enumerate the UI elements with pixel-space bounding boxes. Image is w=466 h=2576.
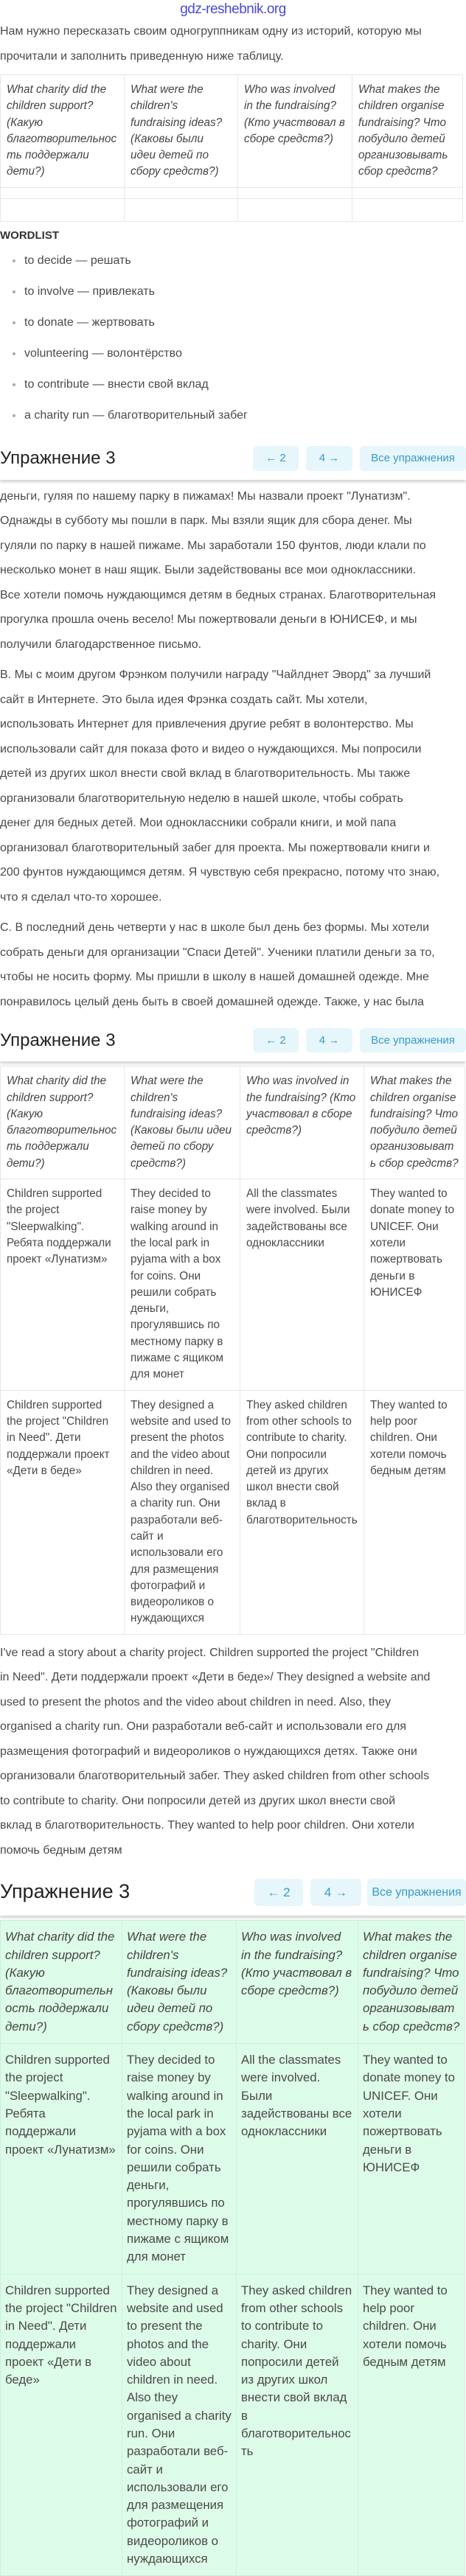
table-cell: They asked children from other schools to contribute to charity. Они попросили детей из других школ внести свой вклад в благотворительность (240, 1390, 364, 1634)
table-cell: They wanted to donate money to UNICEF. Они хотели пожертвовать деньги в ЮНИСЕФ (364, 1179, 465, 1391)
text-line: организовали благотворительный забег. They asked children from other schools (0, 1770, 430, 1783)
wordlist-item (0, 276, 466, 307)
wordlist-item (0, 245, 466, 276)
text-line: used to present the photos and the video about children in need. Also, they (0, 1695, 392, 1708)
table-cell (238, 198, 352, 221)
wordlist-item-text: to involve — привлекать (24, 285, 155, 298)
text-line: in Need". Дети поддержали проект «Дети в беде»/ They designed a website and (0, 1671, 431, 1684)
text-line: Все хотели помочь нуждающимся детям в бедных странах. Благотворительная (0, 588, 437, 601)
text-line: детей из других школ внести свой вклад в благотворительность. Мы также (0, 767, 411, 781)
table-header-cell: What charity did the children support? (Какую благотворительность поддержали дети?) (1, 1067, 125, 1179)
text-line: organised a charity run. Они разработали веб-сайт и использовали его для (0, 1720, 406, 1734)
table-header-cell: Who was involved in the fundraising? (Кто участвовал в сборе средств?) (237, 1921, 358, 2044)
wordlist-item-text: to decide — решать (24, 254, 131, 267)
text-line: чтобы не носить форму. Мы пришли в школу в нашей домашней одежде. Мне (0, 971, 429, 984)
story-paragraph (0, 915, 466, 1014)
text-line: B. Мы с моим другом Фрэнком получили награду "Чайлднет Эворд" за лучший (0, 669, 431, 682)
table-cell (125, 187, 238, 198)
text-line: вклад в благотворительность. They wanted to help poor children. Они хотели (0, 1819, 414, 1832)
bullet-icon (13, 259, 15, 262)
answer-table (0, 1066, 466, 1635)
table-cell: They wanted to donate money to UNICEF. Они хотели пожертвовать деньги в ЮНИСЕФ (358, 2044, 465, 2275)
next-exercise-button[interactable]: 4 → (306, 1028, 352, 1053)
table-cell: Children supported the project "Sleepwalking". Ребята поддержали проект «Лунатизм» (1, 2044, 122, 2275)
text-line: что я сделал что-то хорошее. (0, 890, 162, 904)
table-header-row (1, 75, 463, 188)
table-cell (238, 187, 352, 198)
all-exercises-button[interactable]: Все упражнения (360, 1028, 466, 1053)
text-line: размещения фотографий и видеороликов о нуждающихся детях. Также они (0, 1745, 417, 1758)
table-row (1, 2044, 465, 2275)
table-cell: They asked children from other schools to contribute to charity. Они попросили детей из других школ внести свой вклад в благотворительность (237, 2274, 358, 2576)
wordlist-item-text: volunteering — волонтёрство (24, 346, 182, 360)
wordlist-item (0, 369, 466, 400)
table-cell: They decided to raise money by walking around in the local park in pyjama with a box for coins. Они решили собрать деньги, прогулявшись по местному парку в пижаме с ящиком для монет (125, 1179, 240, 1391)
text-line: Однажды в субботу мы пошли в парк. Мы взяли ящик для сбора денег. Мы (0, 514, 412, 528)
table-header-cell: What makes the children organise fundraising? Что побудило детей организовывать сбор средств? (364, 1067, 465, 1179)
exercise-title: Упражнение 3 (0, 1880, 131, 1903)
wordlist-item (0, 307, 466, 338)
watermark-logo: gdz-reshebnik.org (180, 1, 286, 17)
table-cell: Children supported the project "Children in Need". Дети поддержали проект «Дети в беде» (1, 1390, 125, 1634)
exercise-nav-bar (0, 437, 466, 480)
table-cell (125, 198, 238, 221)
all-exercises-button[interactable]: Все упражнения (360, 446, 466, 471)
text-line: прочитали и заполнить приведенную ниже таблицу. (0, 49, 284, 63)
text-line: использовали сайт для показа фото и видео о нуждающихся. Мы попросили (0, 742, 422, 755)
text-line: I've read a story about a charity project. Children supported the project "Children (0, 1646, 420, 1659)
prev-exercise-button[interactable]: ← 2 (254, 1879, 303, 1906)
bullet-icon (13, 414, 15, 417)
text-line: сайт в Интернете. Это была идея Фрэнка создать сайт. Мы хотели, (0, 693, 368, 706)
story-paragraph (0, 663, 466, 910)
table-header-cell: Who was involved in the fundraising? (Кто участвовал в сборе средств?) (240, 1067, 364, 1179)
table (0, 1066, 465, 1635)
text-line: денег для бедных детей. Мои одноклассники собрали книги, и мой папа (0, 817, 397, 830)
table-cell: They designed a website and used to present the photos and the video about children in need. Also they organised a charity run. Они разработали веб-сайт и использовали его для размещения фотографий и видеороликов о нуждающихся (122, 2274, 237, 2576)
retelling-text (0, 1641, 466, 1863)
text-line: организовал благотворительный забег для проекта. Мы пожертвовали книги и (0, 841, 430, 854)
table (0, 74, 463, 222)
text-line: несколько монет в наш ящик. Были задействованы все мои одноклассники. (0, 564, 416, 577)
text-line: собрать деньги для организации "Спаси Детей". Ученики платили деньги за то, (0, 946, 435, 959)
text-line: помочь бедным детям (0, 1843, 122, 1857)
table-header-cell: Who was involved in the fundraising? (Кто участвовал в сборе средств?) (238, 75, 352, 188)
table-cell (352, 198, 463, 221)
text-line: Нам нужно пересказать своим одногруппникам одну из историй, которую мы (0, 25, 422, 38)
table-row (1, 187, 463, 198)
table-row (1, 2274, 465, 2576)
table-cell: They decided to raise money by walking around in the local park in pyjama with a box for coins. Они решили собрать деньги, прогулявшись по местному парку в пижаме с ящиком для монет (122, 2044, 237, 2275)
text-line: использовать Интернет для привлечения другие ребят в волонтерство. Мы (0, 718, 414, 731)
text-line: прогулка прошла очень весело! Мы пожертвовали деньги в ЮНИСЕФ, и мы (0, 613, 417, 626)
table-header-cell: What charity did the children support? (Какую благотворительность поддержали дети?) (1, 75, 125, 188)
text-line: деньги, гуляя по нашему парку в пижамах! Мы назвали проект "Лунатизм". (0, 489, 411, 503)
text-line: to contribute to charity. Они попросили детей из других школ внести свой (0, 1794, 396, 1807)
table-cell: They wanted to help poor children. Они хотели помочь бедным детям (364, 1390, 465, 1634)
table-cell: Children supported the project "Children in Need". Дети поддержали проект «Дети в беде» (1, 2274, 122, 2576)
answer-table-empty (0, 74, 466, 222)
wordlist-item-text: to donate — жертвовать (24, 315, 155, 329)
all-exercises-button[interactable]: Все упражнения (367, 1879, 466, 1906)
table-header-cell: What were the children's fundraising ideas? (Каковы были идеи детей по сбору средств?) (125, 1067, 240, 1179)
text-line: C. В последний день четверти у нас в школе был день без формы. Мы хотели (0, 921, 430, 935)
text-line: 200 фунтов нуждающимся детям. Я чувствую себя прекрасно, потому что знаю, (0, 866, 440, 879)
bullet-icon (13, 290, 15, 293)
bullet-icon (13, 352, 15, 355)
table-cell: Children supported the project "Sleepwalking". Ребята поддержали проект «Лунатизм» (1, 1179, 125, 1391)
wordlist (0, 245, 466, 431)
table-header-cell: What were the children's fundraising ideas? (Каковы были идеи детей по сбору средств?) (125, 75, 238, 188)
story-paragraph (0, 484, 466, 657)
story-text (0, 484, 466, 1015)
prev-exercise-button[interactable]: ← 2 (253, 1028, 299, 1053)
wordlist-item-text: a charity run — благотворительный забег (24, 408, 248, 422)
table-cell (1, 198, 125, 221)
table-row (1, 1390, 465, 1634)
table-cell: They designed a website and used to present the photos and the video about children in need. Also they organised a charity run. Они разработали веб-сайт и использовали его для размещения фотографий и видеороликов о нуждающихся (125, 1390, 240, 1634)
wordlist-item (0, 400, 466, 431)
table-cell: All the classmates were involved. Были задействованы все одноклассники (237, 2044, 358, 2275)
intro-text (0, 19, 466, 69)
table-header-cell: What makes the children organise fundraising? Что побудило детей организовывать сбор средств? (352, 75, 463, 188)
exercise-nav-bar (0, 1020, 466, 1061)
table-header-cell: What makes the children organise fundraising? Что побудило детей организовывать сбор средств? (358, 1921, 465, 2044)
exercise-title: Упражнение 3 (0, 447, 116, 468)
table-header-cell: What charity did the children support? (Какую благотворительность поддержали дети?) (1, 1921, 122, 2044)
table-row (1, 198, 463, 221)
table (0, 1920, 465, 2576)
table-header-cell: What were the children's fundraising ideas? (Каковы были идеи детей по сбору средств?) (122, 1921, 237, 2044)
wordlist-item-text: to contribute — внести свой вклад (24, 377, 209, 391)
next-exercise-button[interactable]: 4 → (310, 1879, 361, 1906)
wordlist-title: WORDLIST (0, 228, 59, 242)
text-line: получили благодарственное письмо. (0, 638, 202, 651)
table-header-row (1, 1921, 465, 2044)
answer-table-highlighted (0, 1920, 466, 2576)
text-line: гуляли по парку в нашей пижаме. Мы заработали 150 фунтов, люди клали по (0, 539, 426, 552)
exercise-title: Упражнение 3 (0, 1030, 116, 1051)
text-line: организовали благотворительную неделю в нашей школе, чтобы собрать (0, 792, 403, 805)
table-cell: They wanted to help poor children. Они хотели помочь бедным детям (358, 2274, 465, 2576)
bullet-icon (13, 321, 15, 324)
exercise-nav-bar (0, 1868, 466, 1916)
table-cell (1, 187, 125, 198)
table-header-row (1, 1067, 465, 1179)
table-row (1, 1179, 465, 1391)
bullet-icon (13, 383, 15, 386)
wordlist-item (0, 338, 466, 369)
prev-exercise-button[interactable]: ← 2 (253, 446, 299, 471)
next-exercise-button[interactable]: 4 → (306, 446, 352, 471)
table-cell (352, 187, 463, 198)
text-line: понравилось целый день быть в своей домашней одежде. Также, у нас была (0, 995, 424, 1008)
table-cell: All the classmates were involved. Были задействованы все одноклассники (240, 1179, 364, 1391)
